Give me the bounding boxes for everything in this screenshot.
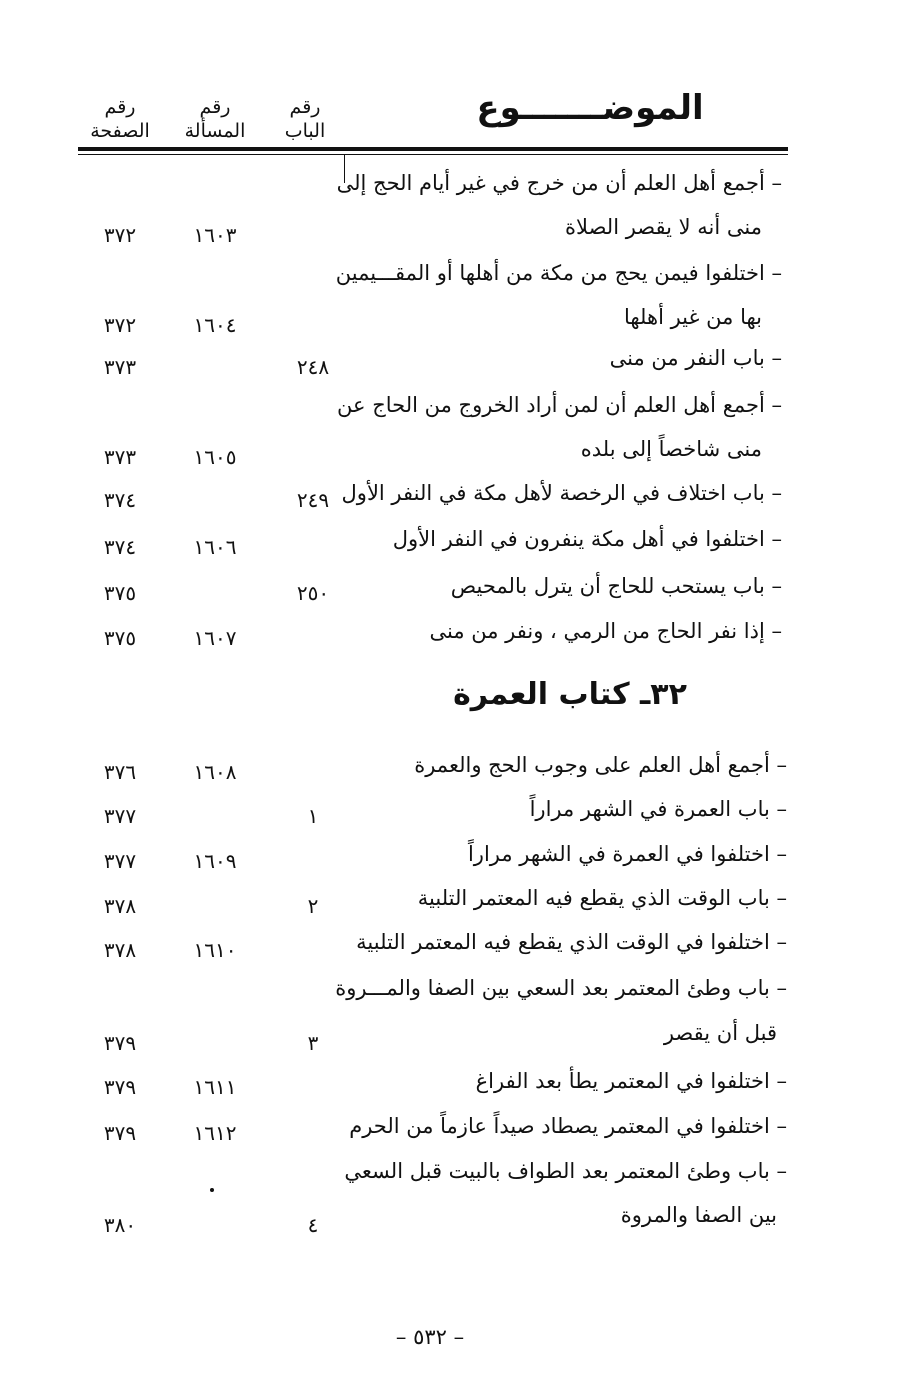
header-question-number [170, 95, 260, 153]
page-number: ٣٧٨ [103, 938, 137, 962]
section-title: ٣٢ـ كتاب العمرة [453, 677, 687, 712]
chapter-number: ٢٥٠ [296, 581, 330, 605]
question-number: ١٦١١ [193, 1075, 237, 1099]
header-chapter-line1: رقم [289, 96, 321, 118]
page-number: ٣٧٥ [103, 581, 137, 605]
header-rule-thin [78, 154, 788, 155]
entry-line: – اختلفوا في أهل مكة ينفرون في النفر الأول [392, 527, 782, 551]
entry-line: منى أنه لا يقصر الصلاة [565, 215, 762, 239]
question-number: ١٦١٠ [193, 938, 237, 962]
topic-heading: الموضـــــــوع [476, 88, 704, 128]
header-chapter-number [270, 95, 340, 153]
entry-line: بها من غير أهلها [623, 305, 762, 329]
page-number: ٣٧٩ [103, 1075, 137, 1099]
page-number: ٣٧٢ [103, 223, 137, 247]
page-number: ٣٧٣ [103, 355, 137, 379]
entry-line: – أجمع أهل العلم أن من خرج في غير أيام الحج إلى [336, 171, 782, 195]
question-number: ١٦٠٣ [193, 223, 237, 247]
chapter-number: ٢٤٨ [296, 355, 330, 379]
header-page-line1: رقم [104, 96, 136, 118]
header-chapter-line2: الباب [284, 120, 326, 142]
page-number: ٣٧٢ [103, 313, 137, 337]
entry-line: بين الصفا والمروة [620, 1203, 777, 1227]
question-number: ١٦٠٦ [193, 535, 237, 559]
question-number: ١٦٠٧ [193, 626, 237, 650]
page-number: ٣٧٧ [103, 804, 137, 828]
header-page-number [75, 95, 165, 153]
question-number: ١٦٠٨ [193, 760, 237, 784]
entry-line: – باب وطئ المعتمر بعد الطواف بالبيت قبل السعي [344, 1159, 787, 1183]
entry-line: – إذا نفر الحاج من الرمي ، ونفر من منى [429, 619, 782, 643]
header-rule-thick [78, 147, 788, 151]
entry-line: – باب يستحب للحاج أن يترل بالمحيص [450, 574, 782, 598]
page-number: ٣٧٩ [103, 1121, 137, 1145]
chapter-number: ٤ [307, 1213, 319, 1237]
page-number: ٣٧٧ [103, 849, 137, 873]
entry-line: – باب اختلاف في الرخصة لأهل مكة في النفر الأول [341, 481, 782, 505]
entry-line: قبل أن يقصر [663, 1021, 777, 1045]
chapter-number: ٢٤٩ [296, 488, 330, 512]
entry-line: – اختلفوا في المعتمر يطأ بعد الفراغ [475, 1069, 787, 1093]
page-number: ٣٧٤ [103, 488, 137, 512]
page-number: ٣٨٠ [103, 1213, 137, 1237]
entry-line: – باب وطئ المعتمر بعد السعي بين الصفا والمـــروة [335, 976, 787, 1000]
entry-line: – اختلفوا في العمرة في الشهر مراراً [467, 842, 787, 866]
question-number: ١٦٠٩ [193, 849, 237, 873]
page-number: ٣٧٤ [103, 535, 137, 559]
entry-line: منى شاخصاً إلى بلده [580, 437, 762, 461]
page-number: ٣٧٨ [103, 894, 137, 918]
entry-line: – اختلفوا فيمن يحج من مكة من أهلها أو المقـــيمين [335, 261, 782, 285]
stray-dot [210, 1188, 214, 1192]
page-number: ٣٧٦ [103, 760, 137, 784]
chapter-number: ٣ [307, 1031, 319, 1055]
entry-line: – اختلفوا في المعتمر يصطاد صيداً عازماً من الحرم [349, 1114, 787, 1138]
chapter-number: ٢ [307, 894, 319, 918]
entry-line: – أجمع أهل العلم أن لمن أراد الخروج من الحاج عن [337, 393, 782, 417]
entry-line: – باب العمرة في الشهر مراراً [529, 797, 787, 821]
question-number: ١٦٠٥ [193, 445, 237, 469]
page-footer-number: – ٥٣٢ – [395, 1325, 465, 1349]
chapter-number: ١ [307, 804, 319, 828]
entry-line: – اختلفوا في الوقت الذي يقطع فيه المعتمر التلبية [356, 930, 787, 954]
header-question-line2: المسألة [184, 120, 246, 142]
page-number: ٣٧٣ [103, 445, 137, 469]
header-question-line1: رقم [199, 96, 231, 118]
page-number: ٣٧٥ [103, 626, 137, 650]
entry-line: – أجمع أهل العلم على وجوب الحج والعمرة [414, 753, 787, 777]
question-number: ١٦٠٤ [193, 313, 237, 337]
entry-line: – باب الوقت الذي يقطع فيه المعتمر التلبية [417, 886, 787, 910]
page-number: ٣٧٩ [103, 1031, 137, 1055]
header-page-line2: الصفحة [90, 120, 150, 142]
entry-line: – باب النفر من منى [609, 346, 782, 370]
question-number: ١٦١٢ [193, 1121, 237, 1145]
